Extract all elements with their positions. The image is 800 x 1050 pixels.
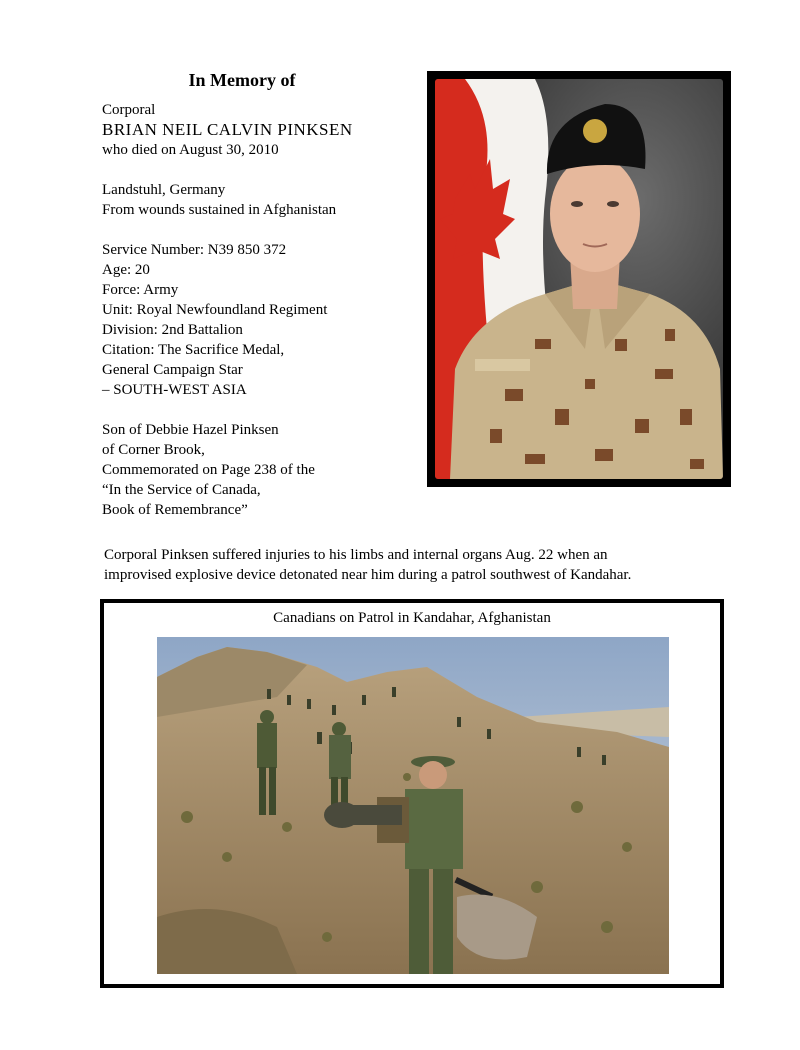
patrol-illustration — [157, 637, 669, 974]
family: Son of Debbie Hazel Pinksen — [102, 422, 279, 438]
cap-badge-icon — [583, 119, 607, 143]
soldier-name: BRIAN NEIL CALVIN PINKSEN — [102, 120, 353, 139]
incident-summary — [104, 545, 744, 585]
citation: Citation: The Sacrifice Medal, — [102, 342, 285, 358]
spacer — [102, 400, 422, 420]
summary-line-2: improvised explosive device detonated near him during a patrol southwest of Kandahar. — [104, 567, 632, 583]
portrait-frame — [427, 71, 731, 487]
unit: Unit: Royal Newfoundland Regiment — [102, 302, 328, 318]
spacer — [102, 160, 422, 180]
photo-caption: Canadians on Patrol in Kandahar, Afghanistan — [273, 610, 551, 626]
memorial-heading: In Memory of — [188, 70, 296, 90]
division: Division: 2nd Battalion — [102, 322, 243, 338]
age: Age: 20 — [102, 262, 150, 278]
name-tape — [475, 359, 530, 371]
summary-line-1: Corporal Pinksen suffered injuries to his limbs and internal organs Aug. 22 when an — [104, 547, 608, 563]
patrol-photo — [157, 637, 669, 974]
face — [550, 156, 640, 272]
spacer — [102, 220, 422, 240]
cause-of-death: From wounds sustained in Afghanistan — [102, 202, 337, 218]
commemoration-book-end: Book of Remembrance” — [102, 502, 248, 518]
date-of-death: who died on August 30, 2010 — [102, 142, 279, 158]
force: Force: Army — [102, 282, 179, 298]
memorial-details — [102, 100, 422, 520]
citation-line-3: – SOUTH-WEST ASIA — [102, 382, 247, 398]
portrait-illustration — [435, 79, 723, 479]
left-eye — [571, 201, 583, 207]
commemoration: Commemorated on Page 238 of the — [102, 462, 315, 478]
family-hometown: of Corner Brook, — [102, 442, 205, 458]
place-of-death: Landstuhl, Germany — [102, 182, 226, 198]
patrol-photo-box — [100, 599, 724, 988]
citation-line-2: General Campaign Star — [102, 362, 243, 378]
rank: Corporal — [102, 102, 156, 118]
soldier-portrait — [435, 79, 723, 479]
right-eye — [607, 201, 619, 207]
service-number: Service Number: N39 850 372 — [102, 242, 287, 258]
commemoration-book: “In the Service of Canada, — [102, 482, 261, 498]
